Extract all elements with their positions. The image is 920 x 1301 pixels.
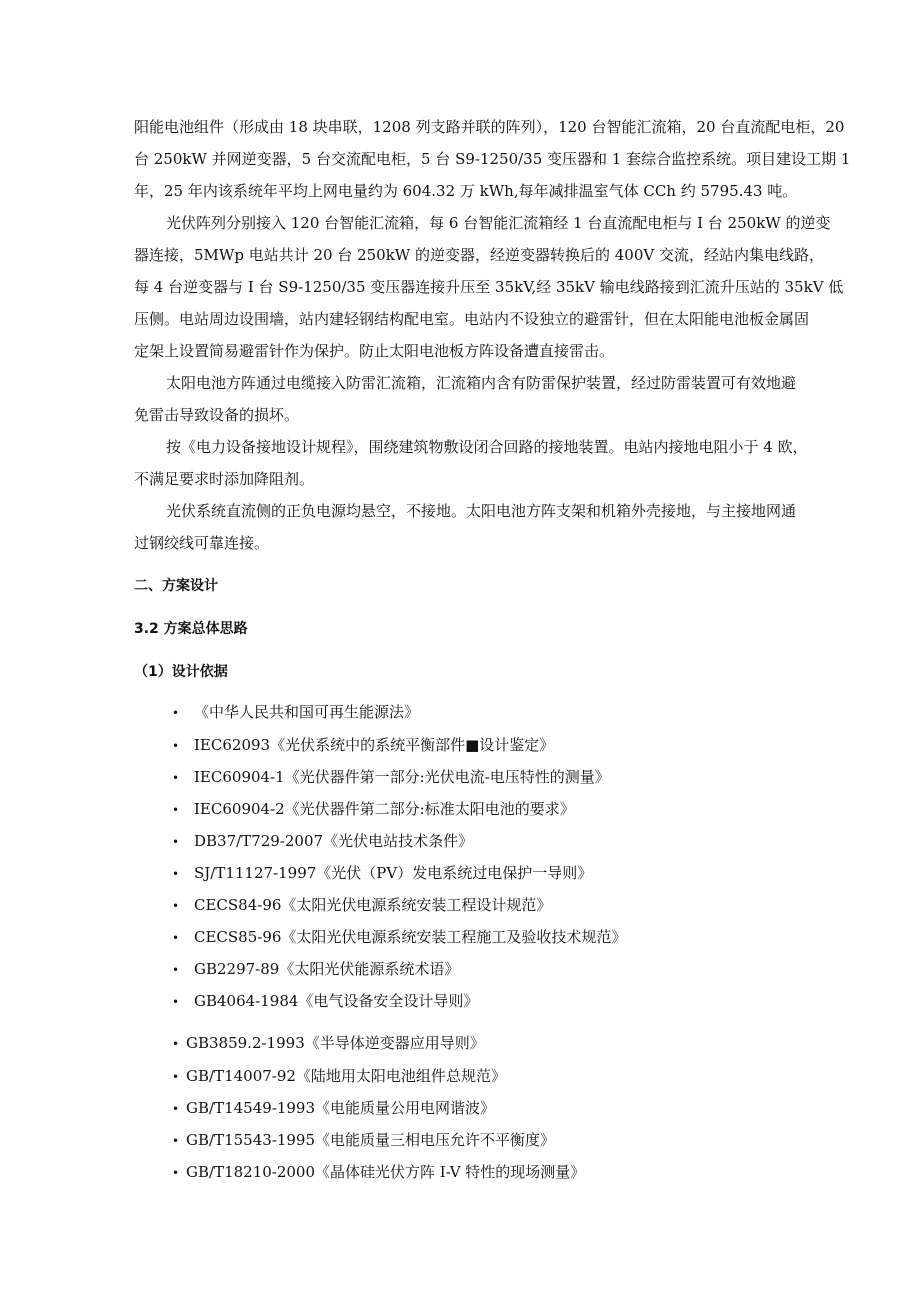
bullet-icon: • (172, 1070, 180, 1084)
bullet-icon: • (172, 867, 180, 881)
bullet-icon: • (172, 1166, 180, 1180)
paragraph-line: 器连接，5MWp 电站共计 20 台 250kW 的逆变器，经逆变器转换后的 400V 交流，经站内集电线路， (134, 246, 824, 264)
list-item: • GB2297-89《太阳光伏能源系统术语》 (172, 960, 460, 978)
bullet-icon: • (172, 1102, 180, 1116)
list-item: • 《中华人民共和国可再生能源法》 (172, 703, 420, 721)
paragraph-line: 定架上设置简易避雷针作为保护。防止太阳电池板方阵设备遭直接雷击。 (134, 342, 615, 360)
list-item: • SJ/T11127-1997《光伏（PV）发电系统过电保护一导则》 (172, 864, 593, 882)
subsection-heading: 3.2 方案总体思路 (134, 621, 248, 637)
list-item: • GB/T18210-2000《晶体硅光伏方阵 I-V 特性的现场测量》 (172, 1163, 586, 1181)
paragraph-line: 不满足要求时添加降阻剂。 (134, 470, 315, 488)
paragraph-line: 免雷击导致设备的损坏。 (134, 406, 300, 424)
list-item: • GB/T14549-1993《电能质量公用电网谐波》 (172, 1099, 496, 1117)
item-heading: （1）设计依据 (134, 664, 228, 680)
paragraph-line: 阳能电池组件（形成由 18 块串联，1208 列支路并联的阵列），120 台智能汇流箱，20 台直流配电柜，20 (134, 118, 845, 136)
bullet-icon: • (172, 995, 180, 1009)
bullet-icon: • (172, 1134, 180, 1148)
bullet-icon: • (172, 803, 180, 817)
bullet-icon: • (172, 739, 180, 753)
paragraph-line: 太阳电池方阵通过电缆接入防雷汇流箱，汇流箱内含有防雷保护装置，经过防雷装置可有效地避 (166, 374, 797, 392)
bullet-icon: • (172, 899, 180, 913)
list-item: • CECS85-96《太阳光伏电源系统安装工程施工及验收技术规范》 (172, 928, 627, 946)
paragraph-line: 年，25 年内该系统年平均上网电量约为 604.32 万 kWh,每年减排温室气体 CCh 约 5795.43 吨。 (134, 182, 798, 200)
bullet-icon: • (172, 1037, 180, 1051)
list-item: • GB/T15543-1995《电能质量三相电压允许不平衡度》 (172, 1131, 556, 1149)
paragraph-line: 台 250kW 并网逆变器，5 台交流配电柜，5 台 S9-1250/35 变压器和 1 套综合监控系统。项目建设工期 1 (134, 150, 851, 168)
bullet-icon: • (172, 963, 180, 977)
bullet-icon: • (172, 706, 180, 720)
list-item: • GB4064-1984《电气设备安全设计导则》 (172, 992, 479, 1010)
list-item: • CECS84-96《太阳光伏电源系统安装工程设计规范》 (172, 896, 552, 914)
list-item: • IEC60904-1《光伏器件第一部分:光伏电流-电压特性的测量》 (172, 768, 610, 786)
bullet-icon: • (172, 835, 180, 849)
list-item: • IEC62093《光伏系统中的系统平衡部件■设计鉴定》 (172, 736, 555, 754)
paragraph-line: 光伏系统直流侧的正负电源均悬空，不接地。太阳电池方阵支架和机箱外壳接地，与主接地网通 (166, 502, 797, 520)
list-item: • GB/T14007-92《陆地用太阳电池组件总规范》 (172, 1067, 506, 1085)
paragraph-line: 光伏阵列分别接入 120 台智能汇流箱，每 6 台智能汇流箱经 1 台直流配电柜与 I 台 250kW 的逆变 (166, 214, 831, 232)
bullet-icon: • (172, 771, 180, 785)
paragraph-line: 过钢绞线可靠连接。 (134, 534, 270, 552)
bullet-icon: • (172, 931, 180, 945)
list-item: • DB37/T729-2007《光伏电站技术条件》 (172, 832, 474, 850)
paragraph-line: 按《电力设备接地设计规程》，围绕建筑物敷设闭合回路的接地装置。电站内接地电阻小于 4 欧， (166, 438, 808, 456)
list-item: • GB3859.2-1993《半导体逆变器应用导则》 (172, 1034, 485, 1052)
list-item: • IEC60904-2《光伏器件第二部分:标准太阳电池的要求》 (172, 800, 575, 818)
paragraph-line: 压侧。电站周边设围墙，站内建轻钢结构配电室。电站内不设独立的避雷针，但在太阳能电池板金属固 (134, 310, 810, 328)
section-heading: 二、方案设计 (134, 578, 218, 594)
paragraph-line: 每 4 台逆变器与 I 台 S9-1250/35 变压器连接升压至 35kV,经 35kV 输电线路接到汇流升压站的 35kV 低 (134, 278, 844, 296)
